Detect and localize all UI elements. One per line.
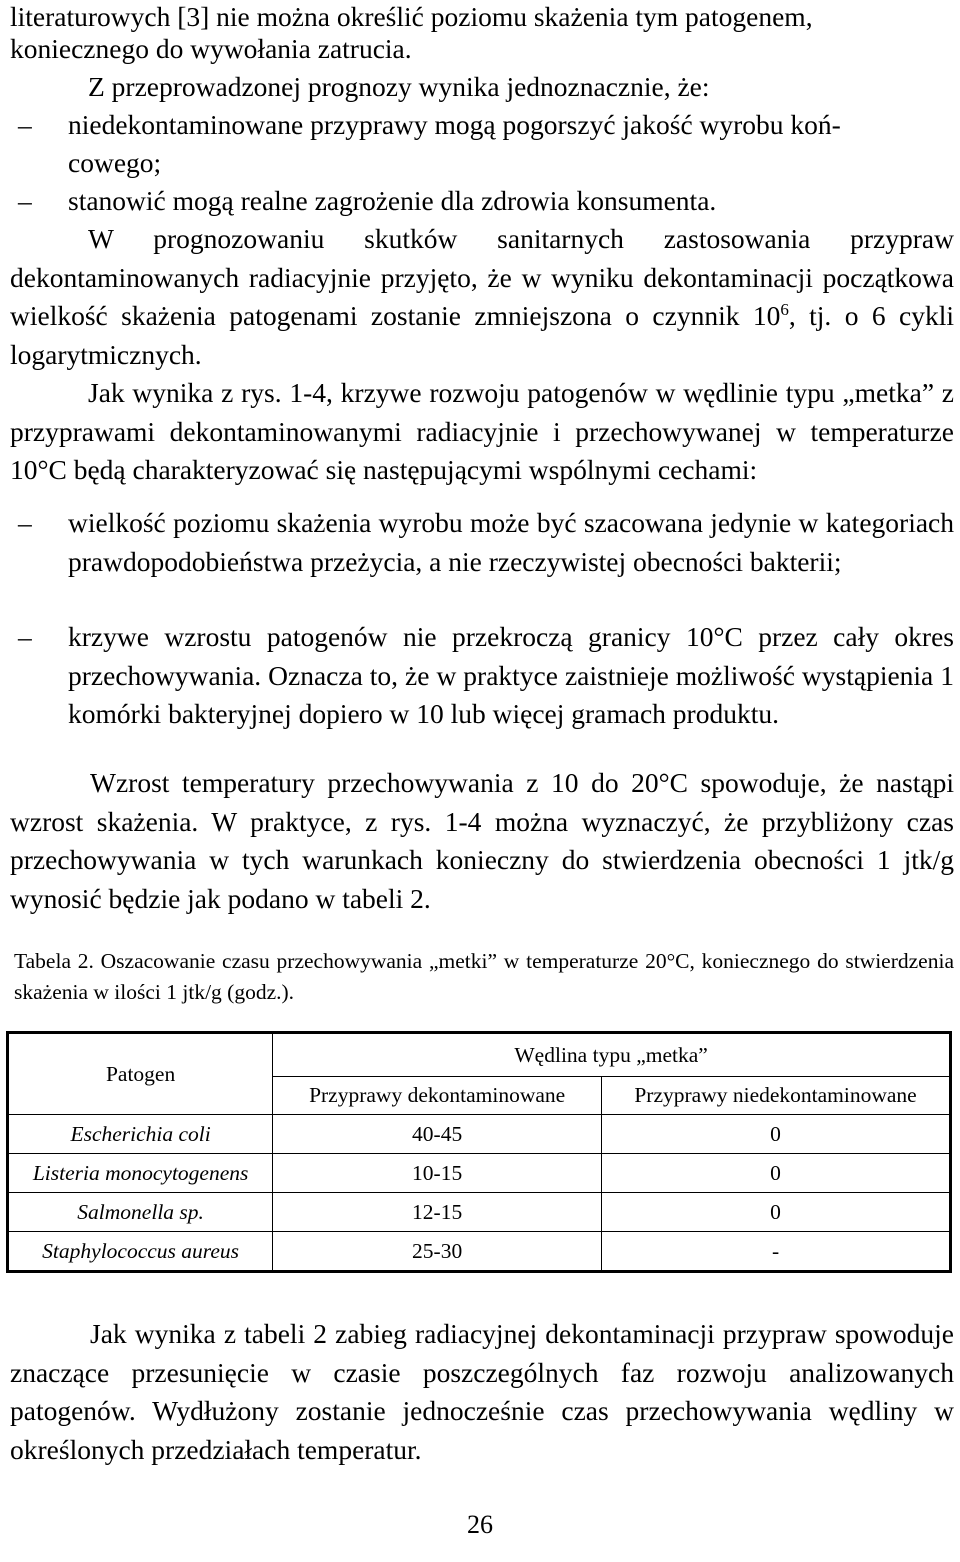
cell-non-decontaminated: -	[602, 1232, 951, 1272]
prognosis-item-1-line-2: cowego;	[68, 147, 162, 178]
cell-pathogen: Listeria monocytogenens	[8, 1154, 273, 1193]
intro-line-2: koniecznego do wywołania zatrucia.	[10, 33, 412, 64]
paragraph-wzrost: Wzrost temperatury przechowywania z 10 do 20°C spowoduje, że nastąpi wzrost skażenia. W praktyce, z rys. 1-4 można wyznaczyć, że przybliżony czas przechowywania w tych warunkach konieczny do stwierdzenia obecności 1 jtk/g wynosić będzie jak podano w tabeli 2.	[10, 767, 954, 914]
paragraph-jak-wynika: Jak wynika z rys. 1-4, krzywe rozwoju patogenów w wędlinie typu „metka” z przyprawami dekontaminowanymi radiacyjnie i przechowywanej w temperaturze 10°C będą charakteryzować się następującymi wspólnymi cechami:	[10, 377, 954, 485]
cell-non-decontaminated: 0	[602, 1115, 951, 1154]
paragraph-prognozowanie-tail: , tj. o 6 cykli logarytmicznych.	[10, 300, 954, 370]
cell-non-decontaminated: 0	[602, 1193, 951, 1232]
list-dash: –	[18, 185, 32, 216]
cell-decontaminated: 12-15	[273, 1193, 602, 1232]
table-row	[8, 1154, 951, 1193]
column-header-group: Wędlina typu „metka”	[273, 1033, 951, 1077]
cell-pathogen: Staphylococcus aureus	[8, 1232, 273, 1272]
cell-decontaminated: 25-30	[273, 1232, 602, 1272]
prognosis-item-1-line-1: niedekontaminowane przyprawy mogą pogorszyć jakość wyrobu koń-	[68, 109, 841, 140]
table-row	[8, 1232, 951, 1272]
table-caption: Tabela 2. Oszacowanie czasu przechowywania „metki” w temperaturze 20°C, koniecznego do stwierdzenia skażenia w ilości 1 jtk/g (godz.).	[14, 949, 954, 1004]
prognosis-lead: Z przeprowadzonej prognozy wynika jednoznacznie, że:	[88, 71, 710, 102]
list-dash: –	[18, 109, 32, 140]
cell-pathogen: Salmonella sp.	[8, 1193, 273, 1232]
exponent: 6	[780, 299, 789, 319]
list-dash: –	[18, 621, 32, 652]
column-header-pathogen: Patogen	[8, 1033, 273, 1115]
column-header-decontaminated: Przyprawy dekontaminowane	[273, 1077, 602, 1115]
paragraph-prognozowanie	[10, 220, 954, 374]
table-row	[8, 1115, 951, 1154]
paragraph-prognozowanie-text: W prognozowaniu skutków sanitarnych zastosowania przypraw dekontaminowanych radiacyjnie przyjęto, że w wyniku dekontaminacji początkowa wielkość skażenia patogenami zostanie zmniejszona o czynnik 10	[10, 223, 954, 331]
list-dash: –	[18, 507, 32, 538]
intro-line-1: literaturowych [3] nie można określić poziomu skażenia tym patogenem,	[10, 1, 813, 32]
prognosis-item-2: stanowić mogą realne zagrożenie dla zdrowia konsumenta.	[68, 185, 717, 216]
cell-non-decontaminated: 0	[602, 1154, 951, 1193]
column-header-non-decontaminated: Przyprawy niedekontaminowane	[602, 1077, 951, 1115]
feature-item-2: krzywe wzrostu patogenów nie przekroczą granicy 10°C przez cały okres przechowywania. Oznacza to, że w praktyce zaistnieje możliwość wystąpienia 1 komórki bakteryjnej dopiero w 10 lub więcej gramach produktu.	[68, 621, 954, 729]
cell-decontaminated: 10-15	[273, 1154, 602, 1193]
cell-decontaminated: 40-45	[273, 1115, 602, 1154]
feature-item-1: wielkość poziomu skażenia wyrobu może być szacowana jedynie w kategoriach prawdopodobieństwa przeżycia, a nie rzeczywistej obecności bakterii;	[68, 507, 954, 577]
cell-pathogen: Escherichia coli	[8, 1115, 273, 1154]
page-number: 26	[467, 1510, 493, 1539]
data-table	[6, 1031, 952, 1273]
table-row	[8, 1193, 951, 1232]
paragraph-final: Jak wynika z tabeli 2 zabieg radiacyjnej dekontaminacji przypraw spowoduje znaczące przesunięcie w czasie poszczególnych faz rozwoju analizowanych patogenów. Wydłużony zostanie jednocześnie czas przechowywania wędliny w określonych przedziałach temperatur.	[10, 1318, 954, 1465]
